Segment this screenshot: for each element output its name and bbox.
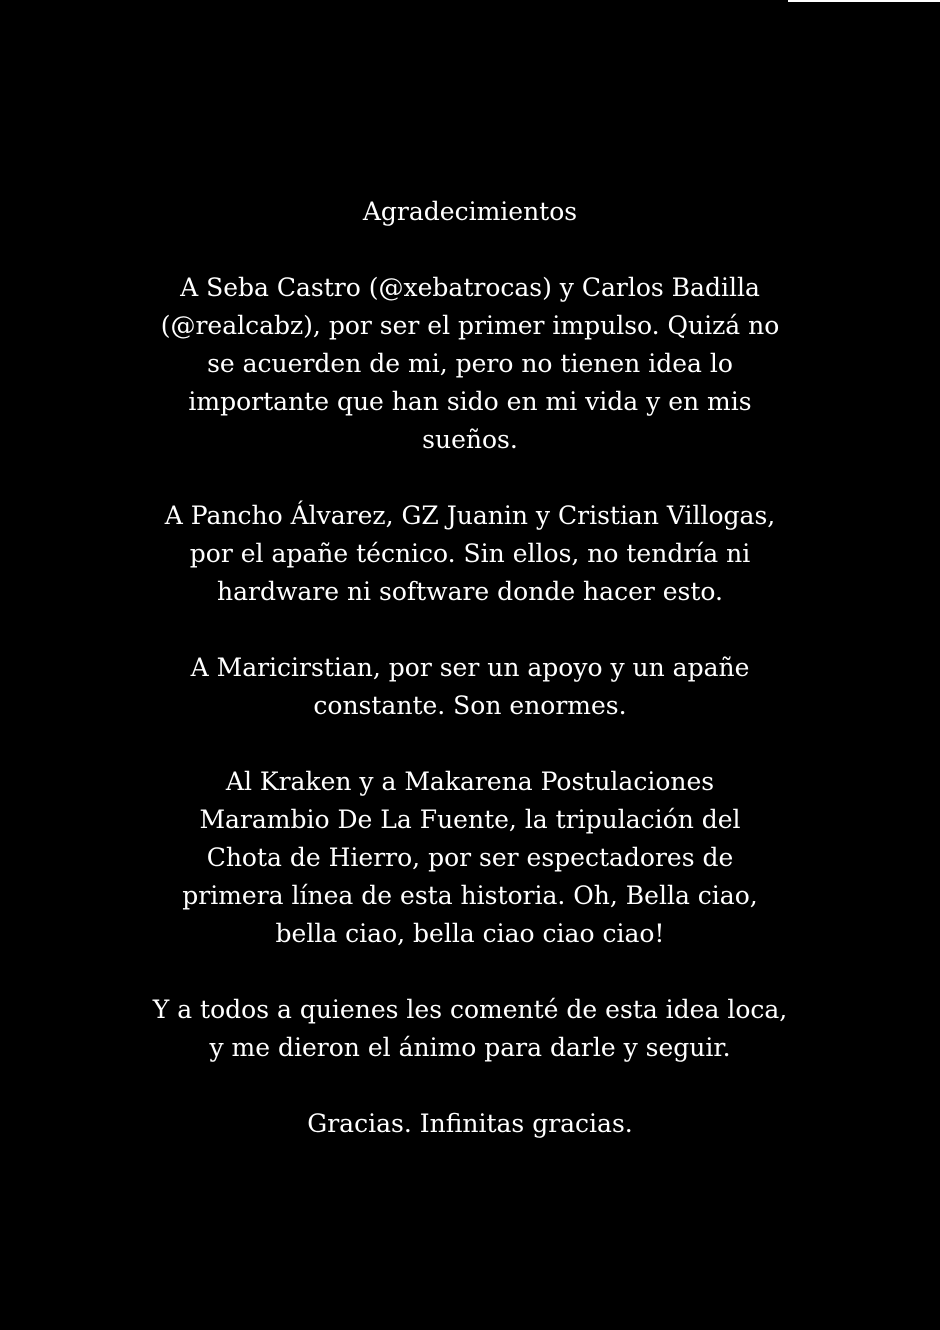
paragraph-line: Y a todos a quienes les comenté de esta idea loca, bbox=[152, 995, 788, 1024]
paragraph-line: y me dieron el ánimo para darle y seguir. bbox=[209, 1033, 731, 1062]
paragraph-line: A Pancho Álvarez, GZ Juanin y Cristian Villogas, bbox=[164, 501, 776, 530]
paragraph-line: sueños. bbox=[422, 425, 518, 454]
paragraph-2 bbox=[150, 497, 790, 611]
paragraph-line: constante. Son enormes. bbox=[313, 691, 627, 720]
paragraph-line: Chota de Hierro, por ser espectadores de bbox=[206, 843, 734, 872]
paragraph-line: (@realcabz), por ser el primer impulso. Quizá no bbox=[160, 311, 780, 340]
paragraph-line: importante que han sido en mi vida y en mis bbox=[188, 387, 752, 416]
paragraph-line: se acuerden de mi, pero no tienen idea lo bbox=[207, 349, 733, 378]
paragraph-line: A Seba Castro (@xebatrocas) y Carlos Badilla bbox=[180, 273, 760, 302]
paragraph-line: Gracias. Infinitas gracias. bbox=[307, 1109, 633, 1138]
paragraph-line: Al Kraken y a Makarena Postulaciones bbox=[225, 767, 715, 796]
paragraph-line: por el apañe técnico. Sin ellos, no tendría ni bbox=[189, 539, 751, 568]
paragraph-4 bbox=[150, 763, 790, 953]
page-title: Agradecimientos bbox=[362, 197, 578, 226]
paragraph-3 bbox=[150, 649, 790, 725]
top-edge-strip bbox=[0, 0, 172, 2]
closing-line bbox=[150, 1105, 790, 1143]
paragraph-line: bella ciao, bella ciao ciao ciao! bbox=[275, 919, 665, 948]
paragraph-line: hardware ni software donde hacer esto. bbox=[216, 577, 723, 606]
paragraph-line: Marambio De La Fuente, la tripulación del bbox=[199, 805, 741, 834]
paragraph-line: primera línea de esta historia. Oh, Bella ciao, bbox=[182, 881, 758, 910]
paragraph-1 bbox=[150, 269, 790, 459]
top-edge-gap bbox=[788, 0, 940, 2]
acknowledgements-text bbox=[150, 193, 790, 1143]
paragraph-5 bbox=[150, 991, 790, 1067]
paragraph-line: A Maricirstian, por ser un apoyo y un apañe bbox=[190, 653, 750, 682]
